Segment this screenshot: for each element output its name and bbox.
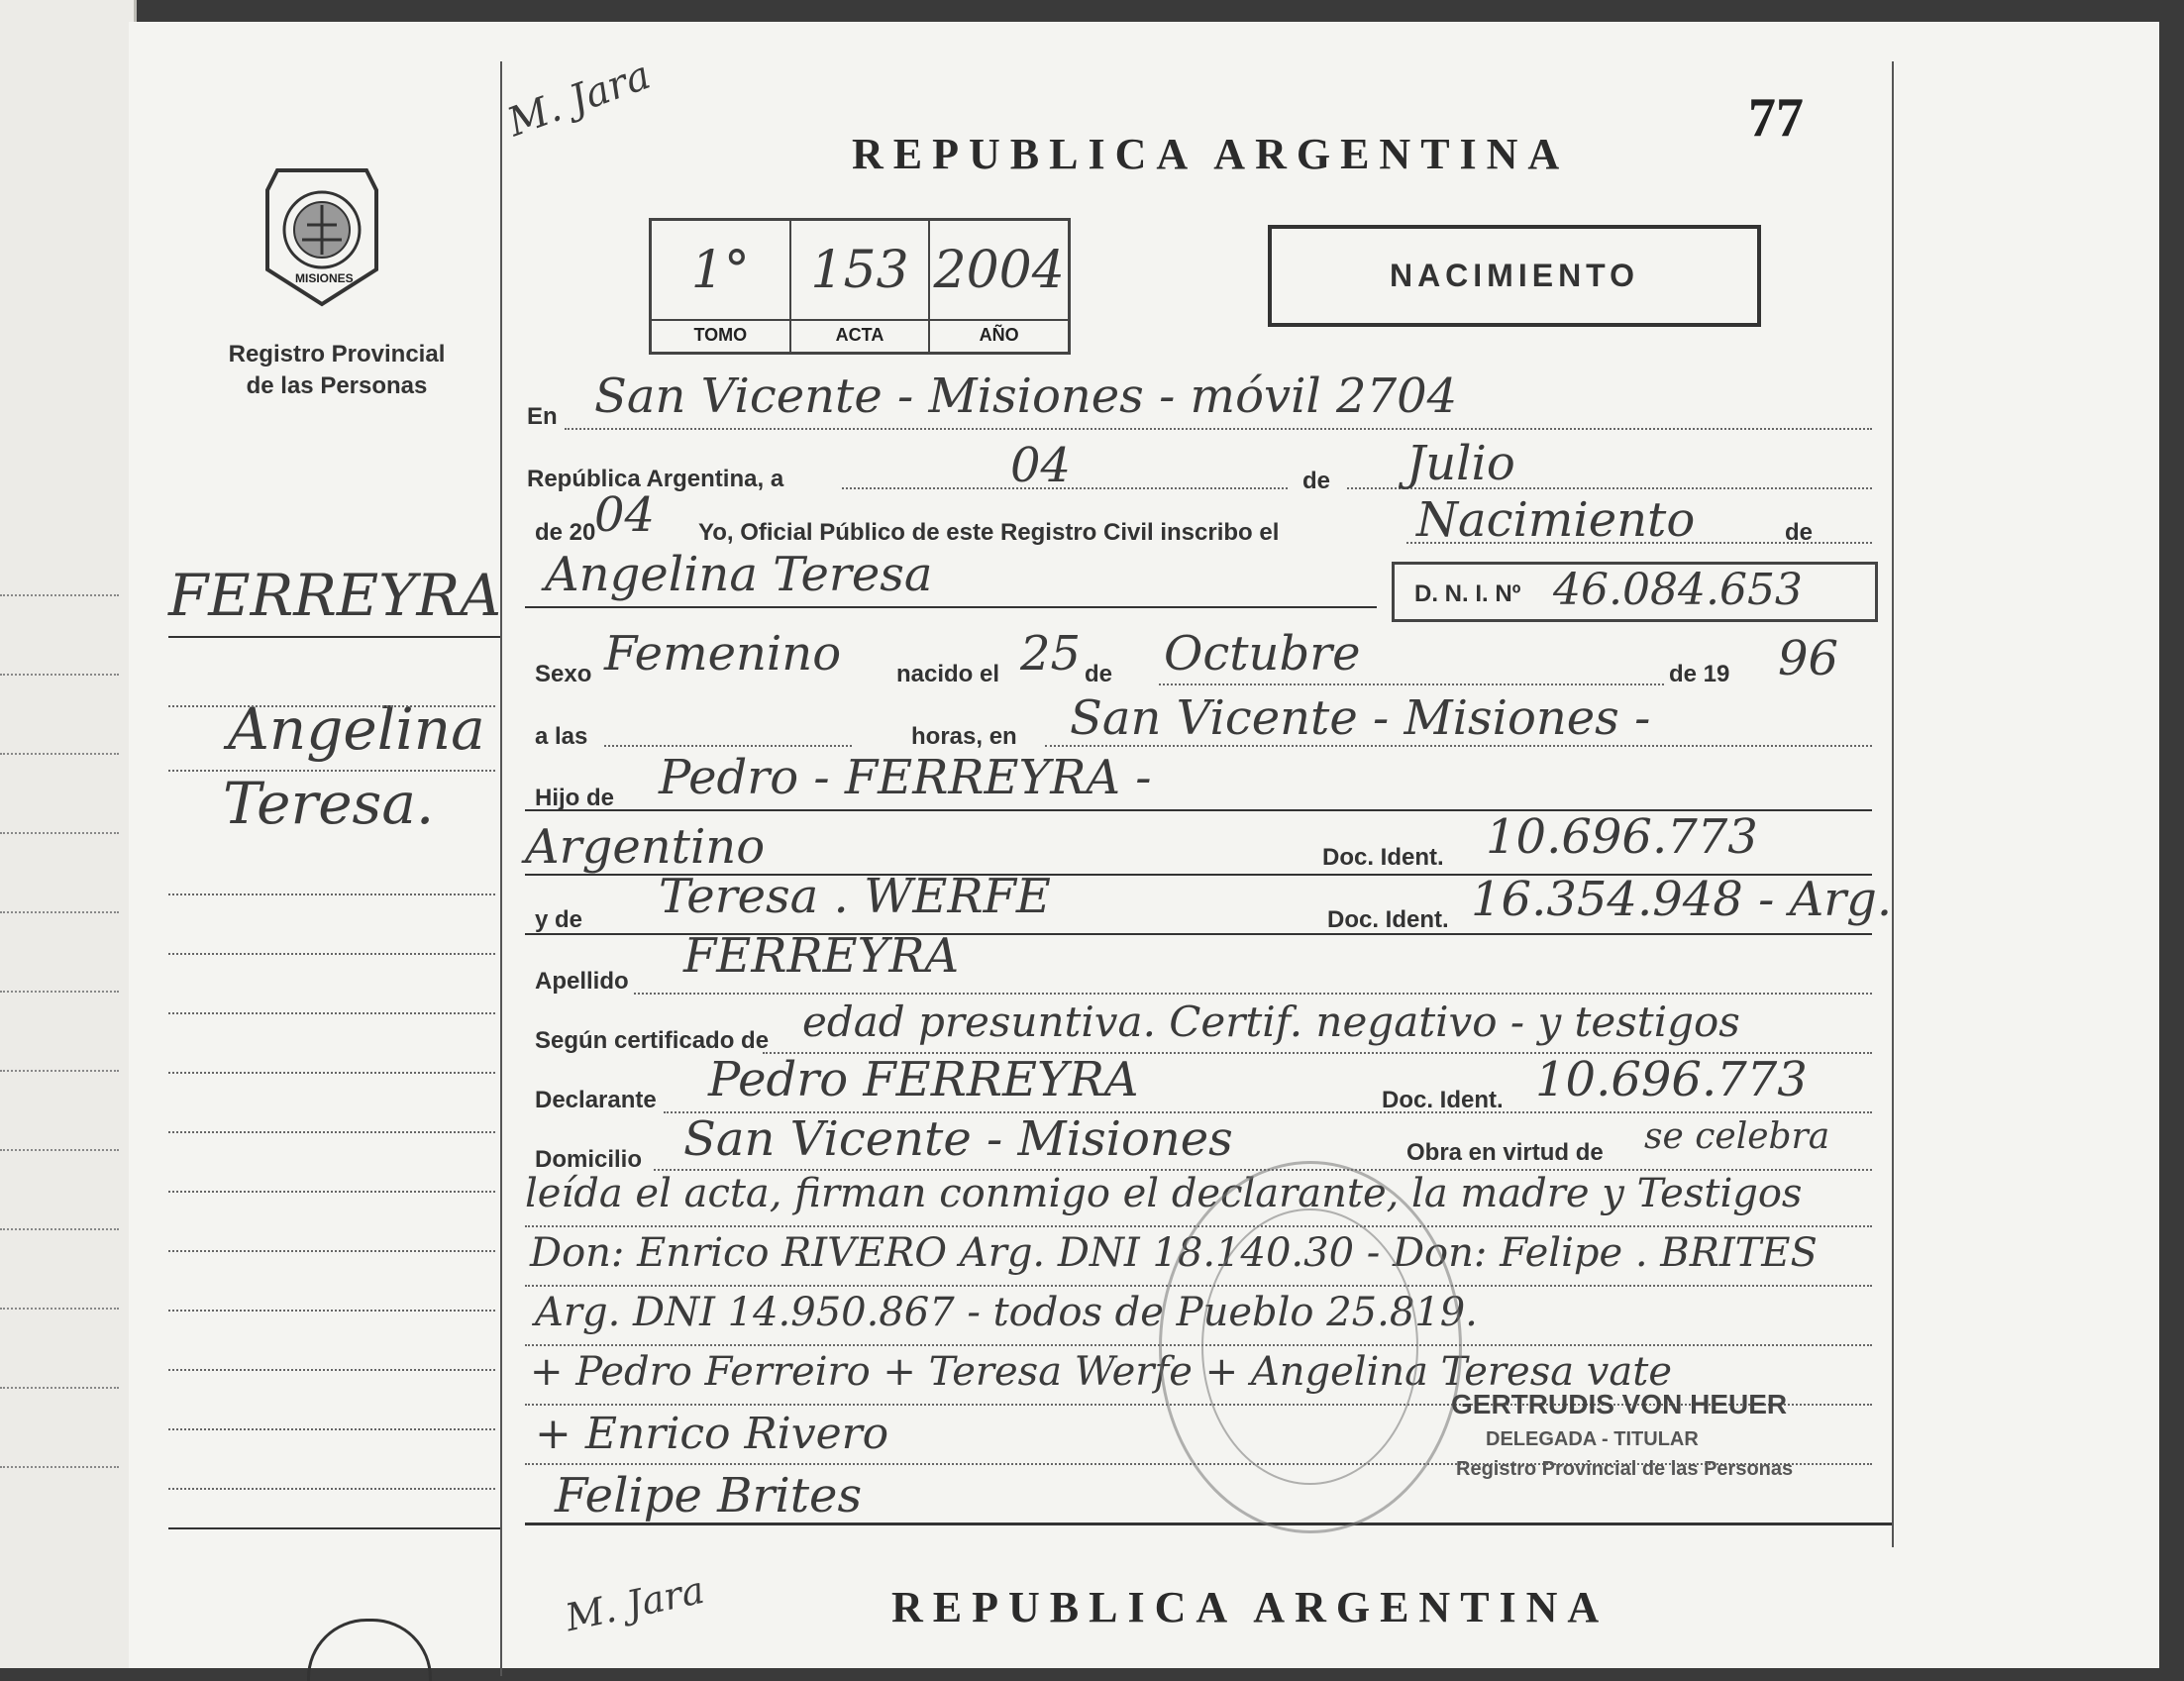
apellido-label: Apellido bbox=[535, 968, 629, 995]
signature-1: + Enrico Rivero bbox=[535, 1409, 889, 1459]
text-line-3: Arg. DNI 14.950.867 - todos de Pueblo 25.819. bbox=[535, 1290, 1478, 1335]
de-label: de bbox=[1302, 468, 1331, 494]
de-label-3: de bbox=[1085, 661, 1113, 687]
de20-label: de 20 bbox=[535, 519, 596, 546]
registry-line-1: Registro Provincial bbox=[228, 341, 446, 368]
officer-role: DELEGADA - TITULAR bbox=[1486, 1428, 1699, 1450]
month-value: Julio bbox=[1406, 436, 1515, 491]
nacido-label: nacido el bbox=[896, 661, 1000, 687]
segun-label: Según certificado de bbox=[535, 1027, 770, 1054]
birth-day-value: 25 bbox=[1020, 626, 1082, 682]
margin-divider bbox=[500, 61, 502, 1676]
margin-surname: FERREYRA bbox=[168, 562, 502, 629]
acta-value: 153 bbox=[810, 241, 909, 300]
alas-label: a las bbox=[535, 723, 588, 750]
margin-given-1: Angelina bbox=[228, 695, 485, 763]
officer-office: Registro Provincial de las Personas bbox=[1456, 1458, 1794, 1480]
text-line-1: leída el acta, firman conmigo el declarante, la madre y Testigos bbox=[525, 1171, 1803, 1216]
declarante-doc-value: 10.696.773 bbox=[1535, 1052, 1808, 1107]
apellido-value: FERREYRA bbox=[683, 928, 960, 984]
father-nationality: Argentino bbox=[525, 819, 766, 875]
sexo-label: Sexo bbox=[535, 661, 592, 687]
text-line-4: + Pedro Ferreiro + Teresa Werfe + Angelina Teresa vate bbox=[530, 1349, 1672, 1395]
de19-label: de 19 bbox=[1669, 661, 1730, 687]
year-value: 04 bbox=[594, 487, 656, 543]
birth-year-value: 96 bbox=[1778, 631, 1839, 686]
birth-place-value: San Vicente - Misiones - bbox=[1070, 690, 1651, 746]
de-label-2: de bbox=[1785, 519, 1814, 546]
father-doc-value: 10.696.773 bbox=[1486, 809, 1758, 865]
footer-seal-icon bbox=[307, 1619, 432, 1681]
tomo-label: TOMO bbox=[652, 319, 789, 346]
yde-label: y de bbox=[535, 906, 583, 933]
segun-value: edad presuntiva. Certif. negativo - y testigos bbox=[802, 998, 1740, 1046]
horas-label: horas, en bbox=[911, 723, 1017, 750]
mother-value: Teresa . WERFE bbox=[659, 869, 1051, 924]
record-box bbox=[649, 218, 1071, 355]
mother-doc-value: 16.354.948 - Arg. bbox=[1471, 872, 1893, 927]
en-label: En bbox=[527, 403, 558, 430]
ano-value: 2004 bbox=[933, 241, 1065, 300]
register-page bbox=[129, 22, 2159, 1668]
dni-value: 46.084.653 bbox=[1553, 565, 1803, 615]
record-type-box: NACIMIENTO bbox=[1268, 225, 1761, 327]
mother-doc-label: Doc. Ident. bbox=[1327, 906, 1449, 933]
acta-label: ACTA bbox=[791, 319, 929, 346]
acta-cell bbox=[791, 221, 931, 352]
registry-name bbox=[188, 339, 485, 402]
sexo-value: Femenino bbox=[604, 626, 842, 682]
birth-month-value: Octubre bbox=[1164, 626, 1361, 682]
tomo-cell bbox=[652, 221, 791, 352]
seal-text: MISIONES bbox=[295, 271, 354, 285]
dni-box bbox=[1392, 562, 1878, 622]
father-value: Pedro - FERREYRA - bbox=[659, 750, 1152, 805]
day-value: 04 bbox=[1010, 438, 1072, 493]
footer-margin-note: M. Jara bbox=[561, 1567, 708, 1640]
text-line-2: Don: Enrico RIVERO Arg. DNI 18.140.30 - Don: Felipe . BRITES bbox=[530, 1230, 1818, 1276]
place-value: San Vicente - Misiones - móvil 2704 bbox=[594, 368, 1458, 424]
inscribo-value: Nacimiento bbox=[1416, 492, 1696, 548]
declarante-doc-label: Doc. Ident. bbox=[1382, 1087, 1504, 1113]
margin-given-2: Teresa. bbox=[223, 770, 435, 837]
declarante-value: Pedro FERREYRA bbox=[708, 1052, 1139, 1107]
right-border bbox=[1892, 61, 1894, 1547]
registry-line-2: de las Personas bbox=[246, 372, 428, 399]
obra-label: Obra en virtud de bbox=[1406, 1139, 1604, 1166]
dni-label: D. N. I. Nº bbox=[1414, 580, 1521, 607]
child-name-value: Angelina Teresa bbox=[545, 547, 933, 602]
ano-cell bbox=[930, 221, 1068, 352]
hijo-label: Hijo de bbox=[535, 785, 615, 811]
page-number: 77 bbox=[1748, 87, 1804, 149]
republica-label: República Argentina, a bbox=[527, 466, 784, 492]
tomo-value: 1° bbox=[690, 241, 750, 300]
signature-2: Felipe Brites bbox=[555, 1468, 863, 1523]
adjacent-page-left bbox=[0, 0, 137, 1668]
country-title: REPUBLICA ARGENTINA bbox=[852, 130, 1570, 178]
domicilio-value: San Vicente - Misiones bbox=[683, 1111, 1233, 1167]
domicilio-label: Domicilio bbox=[535, 1146, 643, 1173]
footer-country-title: REPUBLICA ARGENTINA bbox=[891, 1583, 1610, 1631]
provincial-seal-icon bbox=[258, 160, 386, 309]
father-doc-label: Doc. Ident. bbox=[1322, 844, 1444, 871]
yo-label: Yo, Oficial Público de este Registro Civil inscribo el bbox=[698, 519, 1280, 546]
margin-note: M. Jara bbox=[501, 52, 657, 147]
ano-label: AÑO bbox=[930, 319, 1068, 346]
obra-value: se celebra bbox=[1644, 1116, 1830, 1157]
official-stamp-icon bbox=[1159, 1161, 1462, 1533]
officer-name: GERTRUDIS VON HEUER bbox=[1451, 1389, 1788, 1419]
declarante-label: Declarante bbox=[535, 1087, 657, 1113]
